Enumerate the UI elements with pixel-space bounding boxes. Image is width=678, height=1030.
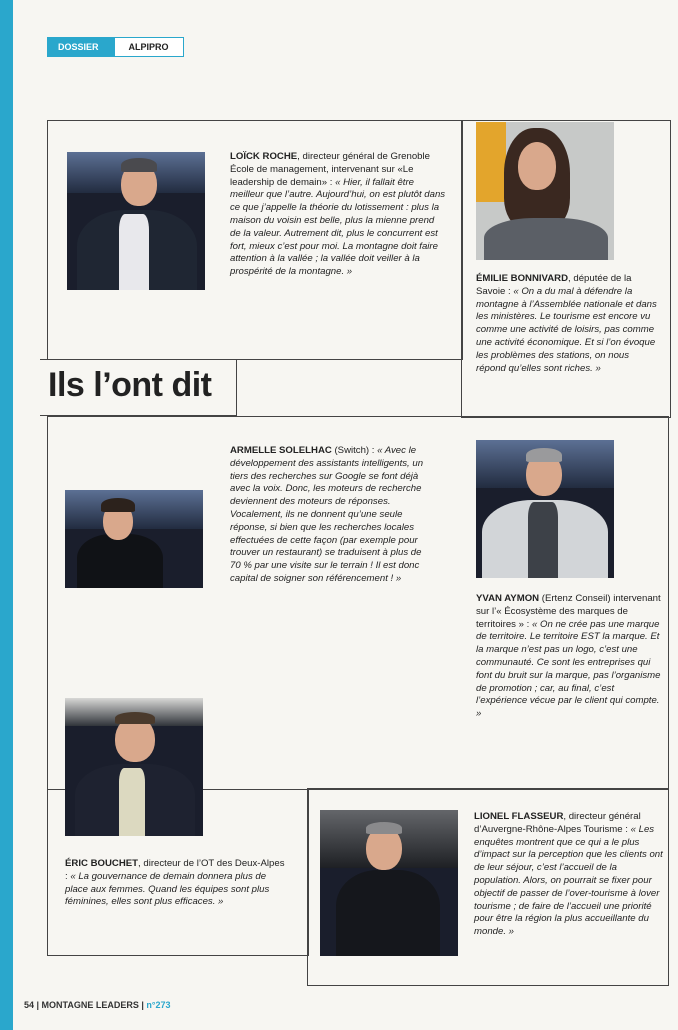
photo-hair	[101, 498, 135, 512]
photo-armelle-solelhac	[65, 490, 203, 588]
photo-jacket	[484, 218, 608, 260]
quote-armelle-solelhac	[230, 445, 432, 586]
page-edge-stripe	[0, 0, 13, 1030]
speaker-name: ÉRIC BOUCHET	[65, 858, 139, 869]
page-number: 54	[24, 1000, 35, 1010]
speaker-name: LOÏCK ROCHE	[230, 151, 298, 162]
photo-jacket	[336, 870, 440, 956]
photo-hair	[526, 448, 562, 462]
speaker-name: YVAN AYMON	[476, 593, 540, 604]
quote-text: « Hier, il fallait être meilleur que l’autre. Aujourd’hui, on est plutôt dans ce que j’appelle la théorie du lotissement : plus la maison du voisin est belle, plus la mienne prend de la valeur. Autrement dit, plus le concurrent est fort, mieux c’est pour moi. La montagne doit faire attention à la vallée ; la vallée doit veiller à la prospérité de la montagne. »	[230, 176, 446, 278]
photo-top	[77, 534, 163, 588]
page-footer	[24, 1000, 171, 1010]
topic-label: ALPIPRO	[115, 38, 183, 56]
issue-number: n°273	[146, 1000, 171, 1010]
photo-hair	[366, 822, 402, 834]
photo-shirt	[119, 214, 149, 290]
speaker-role: , directeur général de Grenoble École de management, intervenant sur «Le leadership de demain» :	[230, 151, 430, 188]
photo-hair	[115, 712, 155, 724]
photo-yvan-aymon	[476, 440, 614, 578]
quote-emilie-bonnivard	[476, 273, 660, 375]
quote-yvan-aymon	[476, 593, 662, 721]
photo-hair	[121, 158, 157, 172]
page-title: Ils l’ont dit	[48, 366, 212, 404]
speaker-role: , directeur de l’OT des Deux-Alpes :	[65, 858, 285, 882]
photo-shirt	[119, 768, 145, 836]
speaker-role: , députée de la Savoie :	[476, 273, 632, 297]
quote-text: « Les enquêtes montrent que ce qui a le plus d’impact sur la perception que les clients ont de leur séjour, c’est l’accueil de la population. Alors, on pourrait se fixer pour objectif de passer de l’over-tourisme à lover tourisme ; de faire de l’accueil une priorité pour être la région la plus accueillante du monde. »	[474, 823, 663, 938]
photo-eric-bouchet	[65, 698, 203, 836]
speaker-role: (Ertenz Conseil) intervenant sur l’« Écosystème des marques de territoires » :	[476, 593, 661, 630]
speaker-role: (Switch) :	[331, 445, 378, 456]
photo-emilie-bonnivard	[476, 122, 614, 260]
quote-text: « La gouvernance de demain donnera plus de place aux femmes. Quand les équipes sont plus féminines, elles sont plus efficaces. »	[65, 870, 270, 908]
photo-banner	[476, 122, 506, 202]
section-label: DOSSIER	[48, 38, 115, 56]
photo-face	[518, 142, 556, 190]
photo-loick-roche	[67, 152, 205, 290]
quote-eric-bouchet	[65, 858, 285, 909]
quote-text: « Avec le développement des assistants intelligents, un tiers des recherches sur Google se font déjà avec la voix. Donc, les moteurs de recherche deviennent des moteurs de réponses. Vocalement, ils ne donnent qu’une seule réponse, si bien que les recherches locales effectuées de cette façon (par exemple pour trouver un restaurant) se traduisent à plus de 70 % par une visite sur le terrain ! Il est donc capital de soigner son référencement ! »	[230, 445, 424, 584]
speaker-name: ARMELLE SOLELHAC	[230, 445, 332, 456]
speaker-name: ÉMILIE BONNIVARD	[476, 273, 569, 284]
speaker-role: , directeur général d’Auvergne-Rhône-Alpes Tourisme :	[474, 811, 641, 835]
photo-shirt	[528, 502, 558, 578]
publication-name: | MONTAGNE LEADERS |	[34, 1000, 147, 1010]
quote-loick-roche	[230, 151, 446, 279]
quote-lionel-flasseur	[474, 811, 664, 939]
speaker-name: LIONEL FLASSEUR	[474, 811, 564, 822]
quote-text: « On a du mal à défendre la montagne à l’Assemblée nationale et dans les ministères. Le tourisme est encore vu comme une activité de loisirs, pas comme une activité économique. Et si l’on évoque les problèmes des stations, on nous répond qu’elles sont riches. »	[476, 285, 657, 374]
quote-text: « On ne crée pas une marque de territoire. Le territoire EST la marque. Et la marque n’est pas un logo, c’est une communauté. Ce sont les entreprises qui font du bruit sur la marque, pas l’organisme de promotion ; car, au final, c’est l’expérience vécue par le client qui compte. »	[476, 618, 661, 720]
section-tag	[47, 37, 184, 57]
photo-lionel-flasseur	[320, 810, 458, 956]
